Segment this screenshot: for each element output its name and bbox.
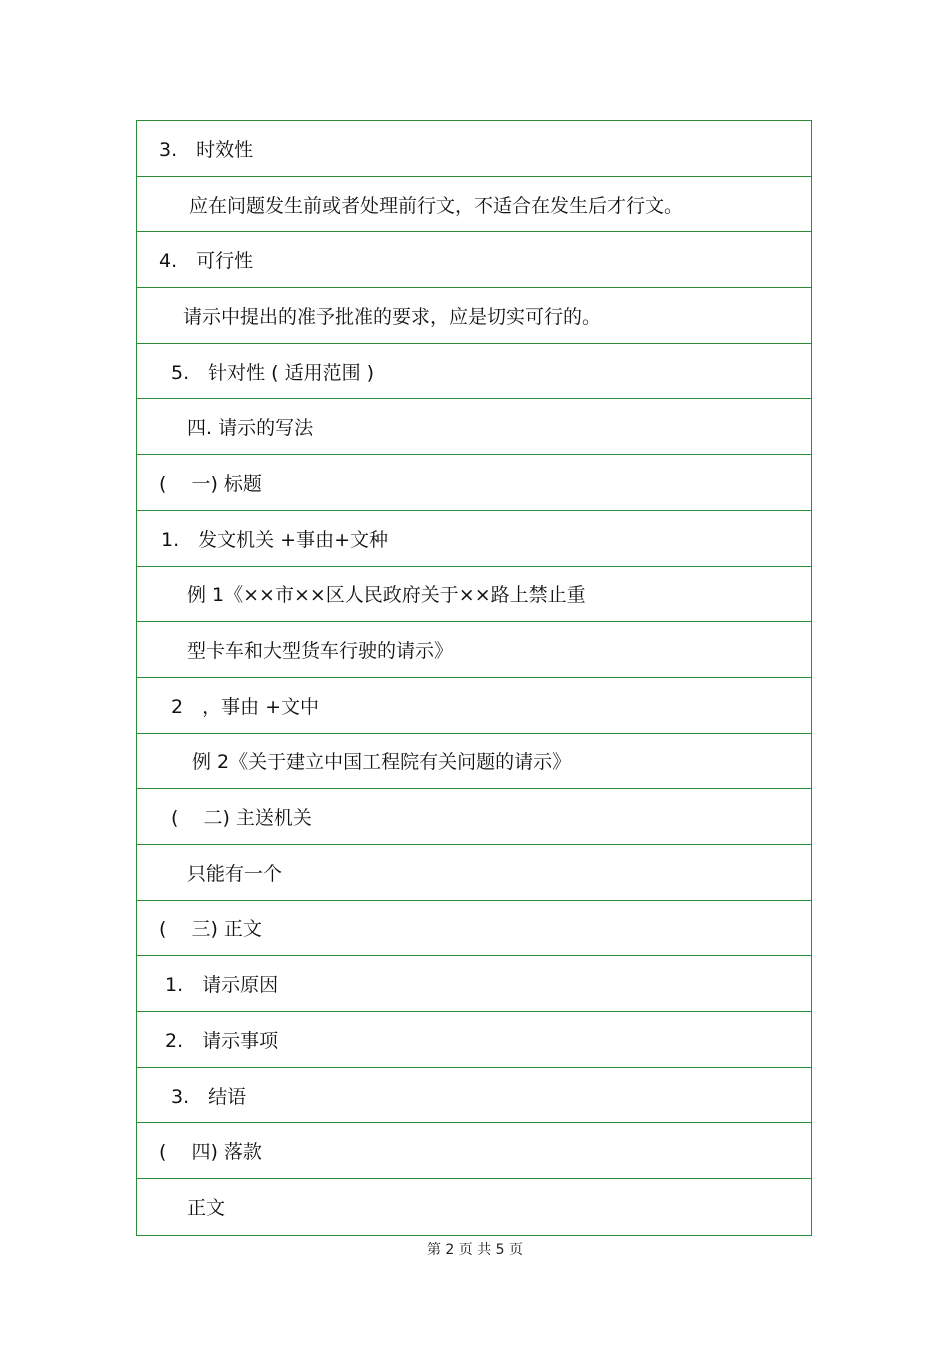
row-text: 只能有一个 bbox=[187, 862, 283, 885]
row-text: 正文 bbox=[187, 1197, 226, 1220]
table-row bbox=[137, 232, 811, 288]
table-row bbox=[137, 567, 811, 623]
table-row bbox=[137, 344, 811, 400]
table-row bbox=[137, 1123, 811, 1179]
table-row bbox=[137, 789, 811, 845]
row-text: 2. 请示事项 bbox=[165, 1029, 279, 1052]
table-row bbox=[137, 121, 811, 177]
table-row bbox=[137, 901, 811, 957]
row-text: ( 三) 正文 bbox=[159, 918, 262, 941]
row-text: ( 四) 落款 bbox=[159, 1141, 262, 1164]
row-text: 型卡车和大型货车行驶的请示》 bbox=[187, 640, 454, 663]
row-text: 2 ，事由 +文中 bbox=[171, 695, 320, 718]
row-text: 1. 发文机关 +事由+文种 bbox=[161, 528, 389, 551]
page-number-footer: 第 2 页 共 5 页 bbox=[426, 1242, 524, 1258]
table-row bbox=[137, 1012, 811, 1068]
table-row bbox=[137, 511, 811, 567]
content-table bbox=[136, 120, 812, 1236]
row-text: 3. 时效性 bbox=[159, 138, 254, 161]
row-text: 1. 请示原因 bbox=[165, 974, 279, 997]
row-text: 四. 请示的写法 bbox=[187, 417, 314, 440]
table-row bbox=[137, 845, 811, 901]
table-row bbox=[137, 177, 811, 233]
row-text: 4. 可行性 bbox=[159, 250, 254, 273]
row-text: 请示中提出的准予批准的要求，应是切实可行的。 bbox=[183, 305, 602, 328]
table-row bbox=[137, 678, 811, 734]
table-row bbox=[137, 1179, 811, 1235]
table-row bbox=[137, 455, 811, 511]
table-row bbox=[137, 734, 811, 790]
row-text: 例 1《××市××区人民政府关于××路上禁止重 bbox=[187, 584, 586, 607]
row-text: 5. 针对性 ( 适用范围 ) bbox=[171, 361, 375, 384]
table-row bbox=[137, 956, 811, 1012]
row-text: 应在问题发生前或者处理前行文，不适合在发生后才行文。 bbox=[189, 194, 684, 217]
table-row bbox=[137, 399, 811, 455]
row-text: 例 2《关于建立中国工程院有关问题的请示》 bbox=[192, 751, 572, 774]
row-text: ( 二) 主送机关 bbox=[171, 807, 312, 830]
table-row bbox=[137, 288, 811, 344]
row-text: ( 一) 标题 bbox=[159, 472, 262, 495]
row-text: 3. 结语 bbox=[171, 1085, 247, 1108]
table-row bbox=[137, 1068, 811, 1124]
table-row bbox=[137, 622, 811, 678]
